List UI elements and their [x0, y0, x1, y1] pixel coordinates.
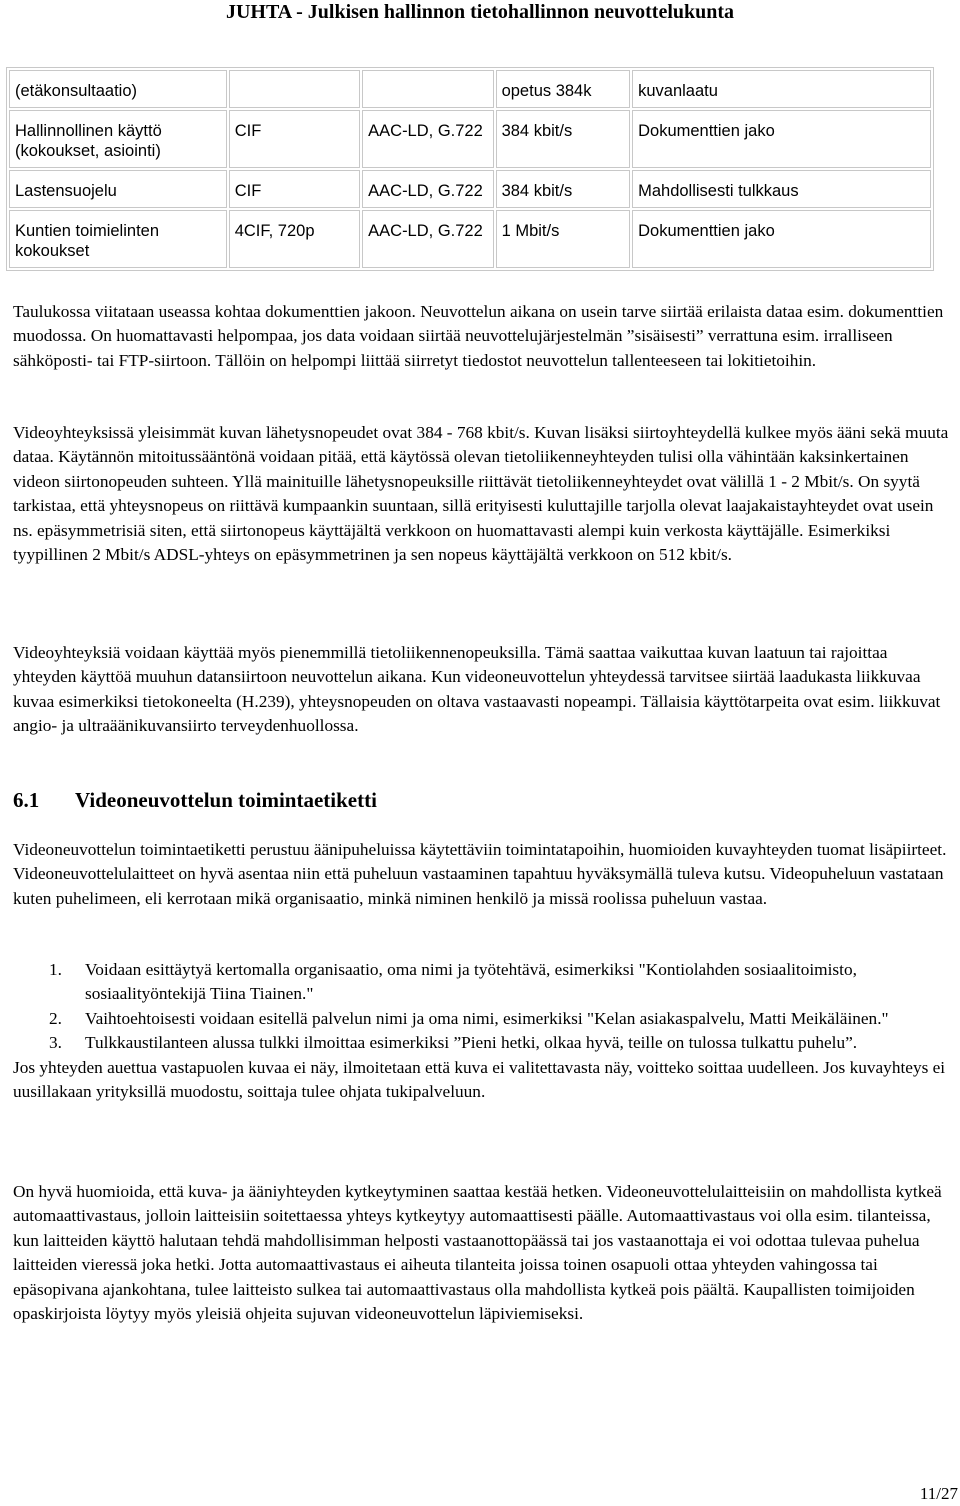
paragraph-transfer-speeds — [13, 421, 953, 567]
paragraph-document-sharing — [13, 300, 953, 373]
table-cell — [229, 70, 360, 108]
paragraph-text: Videoyhteyksiä voidaan käyttää myös pienemmillä tietoliikennenopeuksilla. Tämä saattaa vaikuttaa kuvan laatuun tai rajoittaa yhteyden käyttöä muuhun datansiirtoon neuvottelun aikana. Kun videoneuvottelun yhteydessä tarvitsee siirtää laadukasta liikkuvaa kuvaa esimerkiksi tietokoneelta (H.239), yhteysnopeuden on oltava vastaavasti nopeampi. Tällaisia käyttötarpeita ovat esim. liikkuvat angio- ja ultraäänikuvansiirto terveydenhuollossa. — [13, 643, 941, 736]
table-cell: 384 kbit/s — [496, 110, 631, 168]
table-row — [9, 170, 931, 208]
list-item — [13, 1031, 953, 1055]
table-cell: AAC-LD, G.722 — [362, 210, 493, 268]
paragraph-text: Taulukossa viitataan useassa kohtaa dokumenttien jakoon. Neuvottelun aikana on usein tarve siirtää erilaista dataa esim. dokumenttien muodossa. On huomattavasti helpompaa, jos data voidaan siirtää neuvottelujärjestelmän ”sisäisesti” verrattuna esim. irralliseen sähköposti- tai FTP-siirtoon. Tällöin on helpompi liittää siirretyt tiedostot neuvottelun tallenteeseen tai lokitietoihin. — [13, 302, 944, 370]
section-title: Videoneuvottelun toimintaetiketti — [75, 788, 377, 812]
table-cell: AAC-LD, G.722 — [362, 170, 493, 208]
requirements-table-wrapper — [6, 67, 960, 271]
table-cell: 1 Mbit/s — [496, 210, 631, 268]
table-row — [9, 70, 931, 108]
requirements-table — [6, 67, 934, 271]
table-cell: 4CIF, 720p — [229, 210, 360, 268]
numbered-list — [13, 958, 953, 1056]
numbered-list-section — [13, 958, 953, 1104]
table-cell: kuvanlaatu — [632, 70, 931, 108]
list-item-text: Vaihtoehtoisesti voidaan esitellä palvelun nimi ja oma nimi, esimerkiksi "Kelan asiakaspalvelu, Matti Meikäläinen." — [85, 1008, 889, 1028]
list-item-text: Voidaan esittäytyä kertomalla organisaatio, oma nimi ja työtehtävä, esimerkiksi "Kontiolahden sosiaalitoimisto, sosiaalityöntekijä Tiina Tiainen." — [85, 960, 857, 1004]
list-item — [13, 958, 953, 1007]
table-cell: Lastensuojelu — [9, 170, 227, 208]
list-marker: 3. — [49, 1033, 62, 1053]
paragraph-etiquette-intro — [13, 838, 953, 911]
table-cell: Mahdollisesti tulkkaus — [632, 170, 931, 208]
table-cell: Dokumenttien jako — [632, 210, 931, 268]
table-cell: CIF — [229, 110, 360, 168]
section-heading — [13, 788, 377, 813]
paragraph-text: On hyvä huomioida, että kuva- ja ääniyhteyden kytkeytyminen saattaa kestää hetken. Videoneuvottelulaitteisiin on mahdollista kytkeä automaattivastaus, jolloin laitteisiin soitettaessa yhteys kytkeytyy automaattisesti päälle. Automaattivastaus voi olla esim. tilanteissa, kun laitteiden käyttö halutaan tehdä mahdollisimman helposti vastaanottopäässä tai jos vastaanottaja ei voi odottaa tulevaa puhelua laitteiden vieressä joka hetki. Jotta automaattivastaus ei aiheuta tilanteita joissa toinen osapuoli ottaa yhteyden vahingossa tai epäsopivana ajankohtana, tulee laitteisto sulkea tai automaattivastaus olla mahdollista kytkeä pois päältä. Kaupallisten toimijoiden opaskirjoista löytyy myös yleisiä ohjeita sujuvan videoneuvottelun läpiviemiseksi. — [13, 1182, 942, 1324]
list-marker: 1. — [49, 960, 62, 979]
list-item-text: Tulkkaustilanteen alussa tulkki ilmoittaa esimerkiksi ”Pieni hetki, olkaa hyvä, teille on tulossa tulkattu puhelu”. — [85, 1033, 858, 1053]
table-cell — [362, 70, 493, 108]
table-cell: opetus 384k — [496, 70, 631, 108]
paragraph-text: Videoneuvottelun toimintaetiketti perustuu äänipuheluissa käytettäviin toimintatapoihin, huomioiden kuvayhteyden tuomat lisäpiirteet. Videoneuvottelulaitteet on hyvä asentaa niin että puheluun vastaaminen tapahtuu hyväksymällä tuleva kutsu. Videopuheluun vastataan kuten puhelimeen, eli kerrotaan mikä organisaatio, minkä niminen henkilö ja missä roolissa puheluun vastaa. — [13, 840, 947, 908]
page-header-title: JUHTA - Julkisen hallinnon tietohallinnon neuvottelukunta — [225, 1, 735, 23]
table-cell: Hallinnollinen käyttö (kokoukset, asiointi) — [9, 110, 227, 168]
paragraph-text-after-list: Jos yhteyden auettua vastapuolen kuvaa ei näy, ilmoitetaan että kuva ei valitettavasta näy, voitteko soittaa uudelleen. Jos kuvayhteys ei uusillakaan yrityksillä muodostu, soittaja tulee ohjata tukipalveluun. — [13, 1057, 946, 1102]
table-row — [9, 210, 931, 268]
paragraph-auto-answer — [13, 1180, 953, 1326]
table-cell: CIF — [229, 170, 360, 208]
table-row — [9, 110, 931, 168]
paragraph-text: Videoyhteyksissä yleisimmät kuvan lähetysnopeudet ovat 384 - 768 kbit/s. Kuvan lisäksi siirtoyhteydellä kulkee myös ääni sekä muuta dataa. Käytännön mitoitussääntönä voidaan pitää, että käytössä olevan tietoliikenneyhteyden tulisi olla vähintään kaksinkertainen videon siirtonopeuden suhteen. Yllä mainituille lähetysnopeuksille riittävät tietoliikenneyhteydet ovat välillä 1 - 2 Mbit/s. On syytä tarkistaa, että yhteysnopeus on riittävä kumpaankin suuntaan, sillä erityisesti kuluttajille tarjolla olevat laajakaistayhteydet ovat usein ns. epäsymmetrisiä siten, että siirtonopeus käyttäjältä verkkoon on huomattavasti alempi kuin verkosta käyttäjälle. Esimerkiksi tyypillinen 2 Mbit/s ADSL-yhteys on epäsymmetrinen ja sen nopeus käyttäjältä verkkoon on 512 kbit/s. — [13, 423, 949, 565]
table-cell: (etäkonsultaatio) — [9, 70, 227, 108]
table-cell: Dokumenttien jako — [632, 110, 931, 168]
list-marker: 2. — [49, 1008, 62, 1028]
table-cell: 384 kbit/s — [496, 170, 631, 208]
table-cell: Kuntien toimielinten kokoukset — [9, 210, 227, 268]
paragraph-low-bandwidth — [13, 641, 953, 739]
table-cell: AAC-LD, G.722 — [362, 110, 493, 168]
page-number: 11/27 — [919, 1484, 958, 1503]
list-item — [13, 1007, 953, 1031]
section-number: 6.1 — [13, 788, 40, 812]
